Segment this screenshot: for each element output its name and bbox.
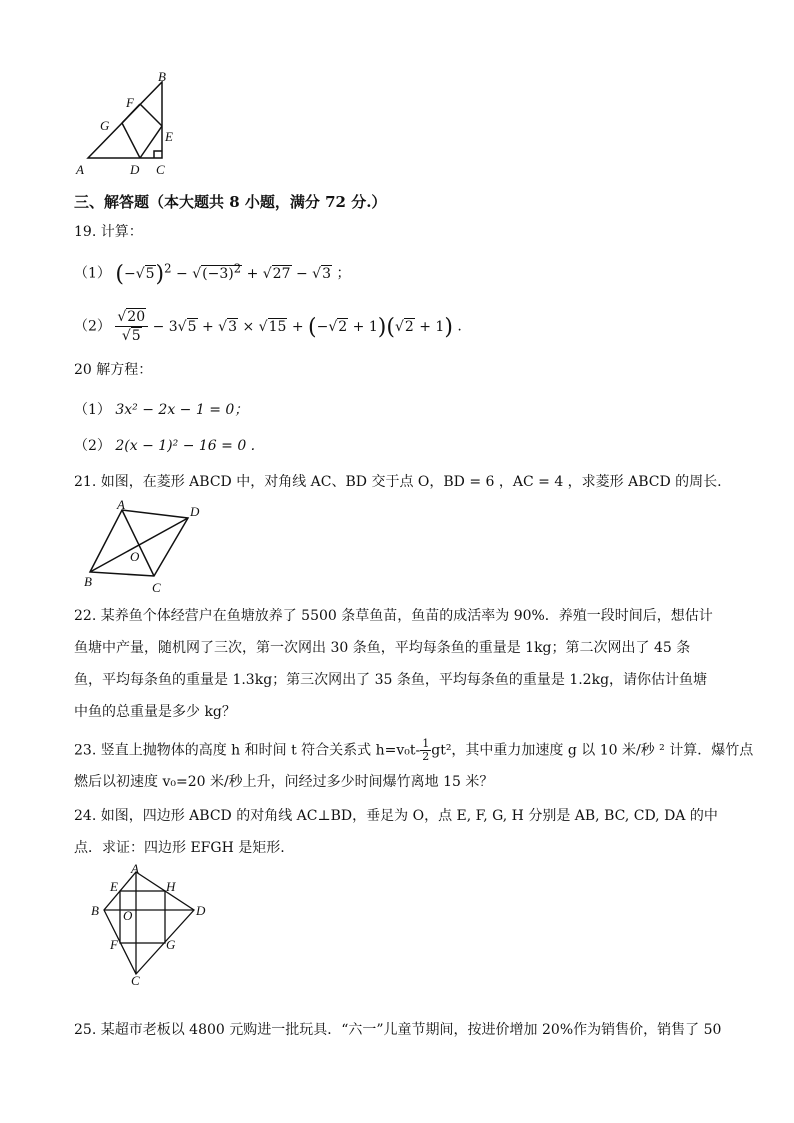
q22-text: 22. 某养鱼个体经营户在鱼塘放养了 5500 条草鱼苗，鱼苗的成活率为 90%．养殖一段时间后，想估计鱼塘中产量，随机网了三次，第一次网出 30 条鱼，平均每条鱼的重量是 1kg；第二次网出了 45 条鱼，平均每条鱼的重量是 1.3kg；第三次网出了 35 条鱼，平均每条鱼的重量是 1.2kg，请你估计鱼塘中鱼的总重量是多少 kg？ (74, 608, 713, 720)
kite-label-f: F (110, 937, 118, 952)
q25-text: 25. 某超市老板以 4800 元购进一批玩具．“六一”儿童节期间，按进价增加 20%作为销售价，销售了 50 (74, 1022, 722, 1038)
q20-number: 20 解方程： (74, 362, 153, 378)
q19-part2 (74, 308, 462, 345)
kite-label-b: B (91, 903, 99, 918)
q23-text-b: gt²，其中重力加速度 g 以 10 米/秒 ² 计算．爆竹点 (431, 742, 754, 759)
rhombus-label-c: C (152, 580, 161, 595)
q19-part2-expr: $\frac{√20}{√5}$ − 3√5 + √3 × √15 + (−√2 + 1)(√2 + 1) (117, 309, 453, 344)
q23-frac-num: 1 (422, 737, 430, 750)
q21-text: 21. 如图，在菱形 ABCD 中，对角线 AC、BD 交于点 O，BD = 6 ，AC = 4 ，求菱形 ABCD 的周长. (74, 474, 722, 490)
q19-number: 19. 计算： (74, 224, 143, 240)
q23-frac-den: 2 (422, 750, 430, 763)
triangle-figure (70, 70, 190, 180)
q20-part2 (74, 436, 255, 456)
label-b: B (158, 70, 166, 84)
kite-label-c: C (131, 973, 140, 987)
label-a: A (76, 162, 84, 177)
q24-line1: 24. 如图，四边形 ABCD 的对角线 AC⊥BD，垂足为 O，点 E, F, G, H 分别是 AB, BC, CD, DA 的中 (74, 808, 718, 824)
rhombus-label-a: A (117, 498, 125, 512)
q24-line2: 点．求证：四边形 EFGH 是矩形. (74, 840, 285, 856)
q19-part1 (74, 258, 350, 285)
q19-part1-tail: ； (336, 265, 351, 282)
q19-part2-tail: . (457, 318, 462, 335)
rhombus-figure (80, 498, 210, 598)
rhombus-label-o: O (130, 549, 140, 564)
kite-label-h: H (166, 879, 176, 894)
q19-part1-expr: $(-√5)^2 - √(-3)^2 + √27 - √3$ (115, 261, 331, 287)
q20-part2-eq: 2(x − 1)² − 16 = 0 . (115, 438, 256, 454)
kite-label-e: E (110, 879, 118, 894)
q19-part1-label: （1） (74, 265, 111, 282)
q23-line2: 燃后以初速度 v₀=20 米/秒上升，问经过多少时间爆竹离地 15 米？ (74, 774, 494, 790)
label-d: D (130, 162, 140, 177)
kite-label-g: G (166, 937, 176, 952)
q20-part2-label: （2） (74, 438, 111, 454)
kite-label-a: A (131, 862, 139, 876)
q20-part1-eq: 3x² − 2x − 1 = 0； (115, 402, 249, 418)
kite-figure (86, 862, 216, 987)
rhombus-label-d: D (190, 504, 200, 519)
q20-part1 (74, 400, 248, 420)
label-e: E (165, 129, 173, 144)
q19-part2-label: （2） (74, 318, 111, 335)
kite-label-o: O (123, 908, 133, 923)
q20-part1-label: （1） (74, 402, 111, 418)
rhombus-label-b: B (84, 574, 92, 589)
label-f: F (126, 95, 134, 110)
label-g: G (100, 118, 110, 133)
q23-line1 (74, 738, 753, 763)
kite-label-d: D (196, 903, 206, 918)
section-title: 三、解答题（本大题共 8 小题，满分 72 分.） (74, 193, 387, 211)
label-c: C (156, 162, 165, 177)
q23-text-a: 23. 竖直上抛物体的高度 h 和时间 t 符合关系式 h=v₀t- (74, 742, 421, 759)
